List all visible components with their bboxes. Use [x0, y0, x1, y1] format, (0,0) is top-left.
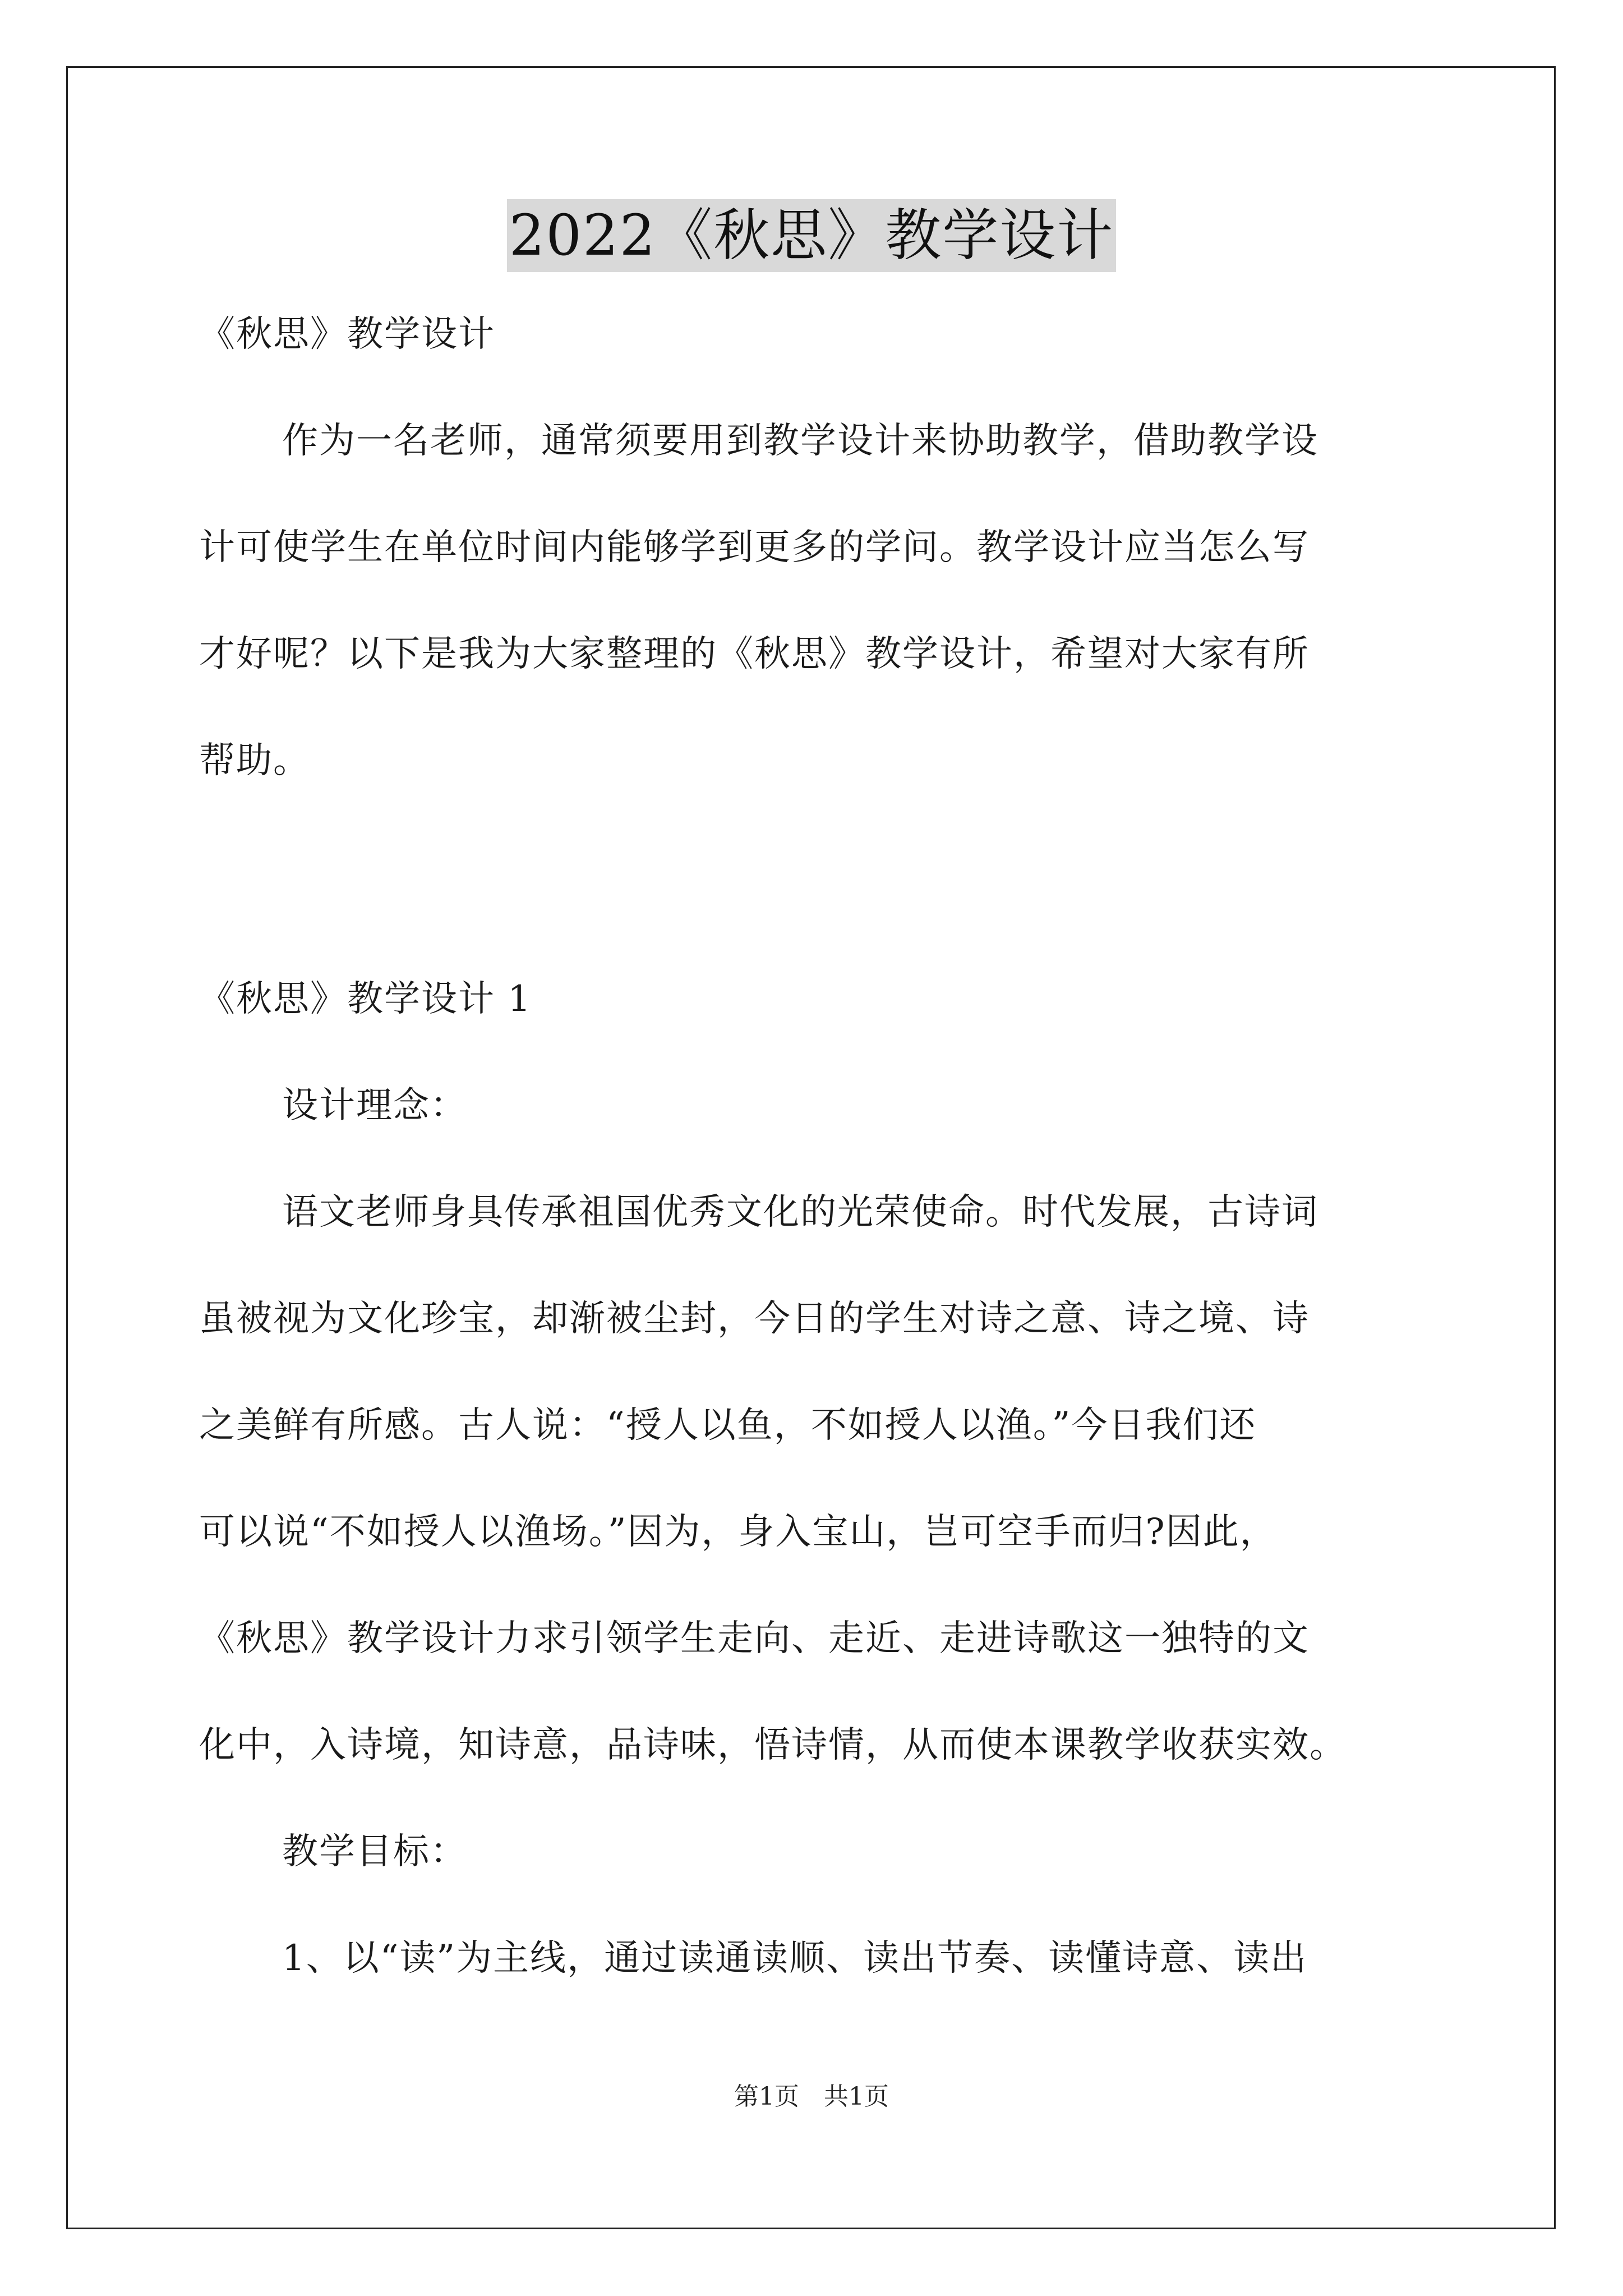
concept-line: 可以说“不如授人以渔场。”因为，身入宝山，岂可空手而归?因此， [199, 1511, 1277, 1553]
intro-line: 作为一名老师，通常须要用到教学设计来协助教学，借助教学设 [282, 420, 1318, 462]
concept-line: 之美鲜有所感。古人说：“授人以鱼，不如授人以渔。”今日我们还 [199, 1405, 1257, 1446]
page-border [66, 66, 1556, 2229]
concept-label: 设计理念： [282, 1085, 467, 1126]
document-title: 2022《秋思》教学设计 [507, 199, 1117, 272]
page-footer: 第1页 共1页 [734, 2082, 889, 2111]
concept-line: 《秋思》教学设计力求引领学生走向、走近、走进诗歌这一独特的文 [199, 1618, 1310, 1659]
intro-line: 帮助。 [199, 740, 310, 781]
concept-line: 语文老师身具传承祖国优秀文化的光荣使命。时代发展，古诗词 [282, 1191, 1318, 1233]
goals-label: 教学目标： [282, 1831, 467, 1872]
intro-heading: 《秋思》教学设计 [199, 314, 495, 355]
goal-line: 1、以“读”为主线，通过读通读顺、读出节奏、读懂诗意、读出 [282, 1938, 1308, 1979]
intro-line: 计可使学生在单位时间内能够学到更多的学问。教学设计应当怎么写 [199, 527, 1310, 568]
concept-line: 化中，入诗境，知诗意，品诗味，悟诗情，从而使本课教学收获实效。 [199, 1724, 1347, 1766]
section-heading: 《秋思》教学设计 1 [199, 978, 532, 1020]
concept-line: 虽被视为文化珍宝，却渐被尘封，今日的学生对诗之意、诗之境、诗 [199, 1298, 1310, 1340]
title-wrap [0, 199, 1623, 272]
intro-line: 才好呢？以下是我为大家整理的《秋思》教学设计，希望对大家有所 [199, 633, 1310, 675]
